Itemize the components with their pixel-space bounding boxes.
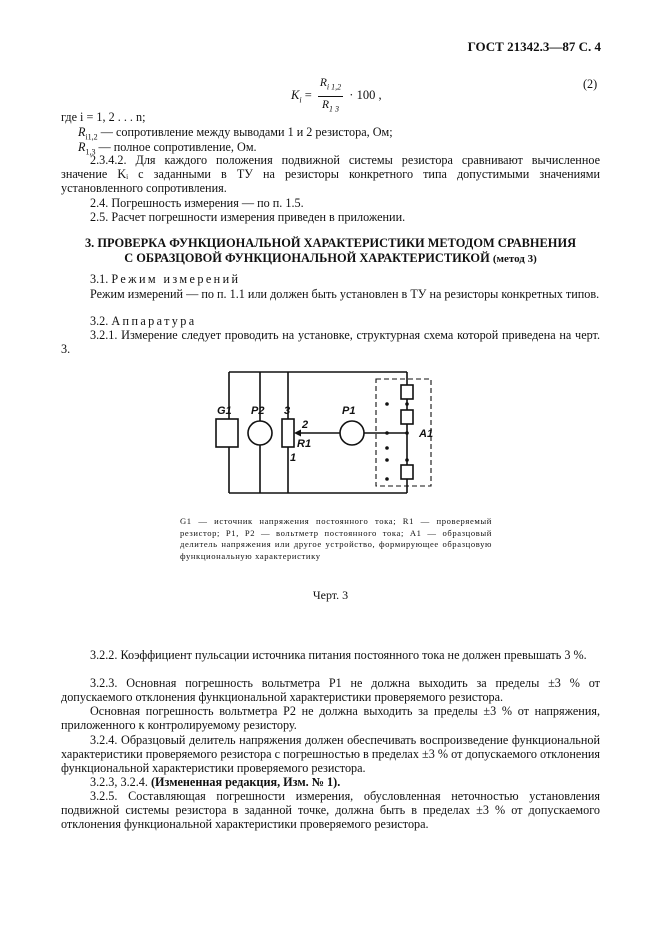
para-3-1-heading: 3.1. Режим измерений <box>90 272 241 286</box>
para-3-2-4: 3.2.4. Образцовый делитель напряжения должен обеспечивать воспроизведение функциональной характеристики проверяемого резистора с погрешностью в пределах ±3 % от допускаемого отклонения функциональной характеристики проверяемого резистора. <box>61 733 600 776</box>
formula-number: (2) <box>583 77 598 91</box>
a1-dot <box>385 431 389 435</box>
para-3-2-5: 3.2.5. Составляющая погрешности измерения, обусловленная неточностью установления подвижной системы резистора в заданной точке, должна быть в пределах ±3 % от допускаемого отклонения функциональной характеристики проверяемого резистора. <box>61 789 600 832</box>
formula-fraction: $\frac{R_{i 1,2}}{R_{1 3}}$ <box>319 77 342 113</box>
where-r12: $R_{i1,2}$ — сопротивление между выводами 1 и 2 резистора, Ом; <box>78 125 393 142</box>
figure-label: Черт. 3 <box>312 588 349 602</box>
r1-resistor <box>282 419 294 447</box>
section-3-title: 3. ПРОВЕРКА ФУНКЦИОНАЛЬНОЙ ХАРАКТЕРИСТИКИ МЕТОДОМ СРАВНЕНИЯ С ОБРАЗЦОВОЙ ФУНКЦИОНАЛЬНОЙ ХАРАКТЕРИСТИКОЙ (метод 3) <box>84 236 577 265</box>
para-3-2-heading: 3.2. Аппаратура <box>90 314 197 328</box>
para-3-2-2: 3.2.2. Коэффициент пульсации источника питания постоянного тока не должен превышать 3 %. <box>90 648 587 662</box>
label-a1: A1 <box>419 428 434 440</box>
para-3-2-1: 3.2.1. Измерение следует проводить на установке, структурная схема которой приведена на черт. 3. <box>61 328 600 357</box>
a1-dot <box>385 446 389 450</box>
formula-2: $K_i$ = $\frac{R_{i 1,2}}{R_{1 3}}$ · 100 , <box>291 76 382 116</box>
label-pin1: 1 <box>290 452 297 464</box>
para-3-2-3b: Основная погрешность вольтметра P2 не должна выходить за пределы ±3 % от напряжения, приложенного к контролируемому резистору. <box>61 704 600 733</box>
para-3-1: Режим измерений — по п. 1.1 или должен быть установлен в ТУ на резисторы конкретных типов. <box>90 287 600 301</box>
para-2-4: 2.4. Погрешность измерения — по п. 1.5. <box>90 196 304 210</box>
p2-voltmeter <box>248 421 272 445</box>
label-p2: P2 <box>251 405 265 417</box>
label-pin3: 3 <box>284 405 291 417</box>
a1-dot <box>385 458 389 462</box>
label-g1: G1 <box>217 405 232 417</box>
formula-factor: · 100 , <box>349 87 382 102</box>
para-2-5: 2.5. Расчет погрешности измерения приведен в приложении. <box>90 210 406 224</box>
g1-source <box>216 419 238 447</box>
label-pin2: 2 <box>302 419 309 431</box>
wiper-arrow-head <box>294 430 301 437</box>
formula-lhs: K <box>291 87 300 102</box>
p1-voltmeter <box>340 421 364 445</box>
a1-dot <box>385 402 389 406</box>
where-line: где i = 1, 2 . . . n; <box>61 110 146 124</box>
a1-dot <box>405 431 409 435</box>
where-r13: $R_{1,3}$ — полное сопротивление, Ом. <box>78 140 257 157</box>
a1-dot <box>405 402 409 406</box>
label-p1: P1 <box>342 405 356 417</box>
para-amendment: 3.2.3, 3.2.4. (Измененная редакция, Изм. № 1). <box>90 775 341 789</box>
label-r1: R1 <box>297 438 312 450</box>
circuit-diagram <box>180 362 450 502</box>
para-2-3-4-2: 2.3.4.2. Для каждого положения подвижной системы резистора сравнивают вычисленное значение Kᵢ с заданными в ТУ на резисторы конкретного типа допустимыми значениями установленного сопротивления. <box>61 153 600 196</box>
para-3-2-3: 3.2.3. Основная погрешность вольтметра P1 не должна выходить за пределы ±3 % от допускаемого отклонения функциональной характеристики проверяемого резистора. <box>61 676 600 705</box>
a1-dot <box>405 458 409 462</box>
a1-resistor-top-2 <box>401 410 413 424</box>
a1-dot <box>385 477 389 481</box>
a1-resistor-top-1 <box>401 385 413 399</box>
a1-resistor-bottom <box>401 465 413 479</box>
page-header: ГОСТ 21342.3—87 С. 4 <box>467 39 601 54</box>
figure-caption: G1 — источник напряжения постоянного тока; R1 — проверяемый резистор; P1, P2 — вольтметр постоянного тока; A1 — образцовый делитель напряжения или другое устройство, формирующее образцовую функциональную характеристику <box>180 516 492 561</box>
